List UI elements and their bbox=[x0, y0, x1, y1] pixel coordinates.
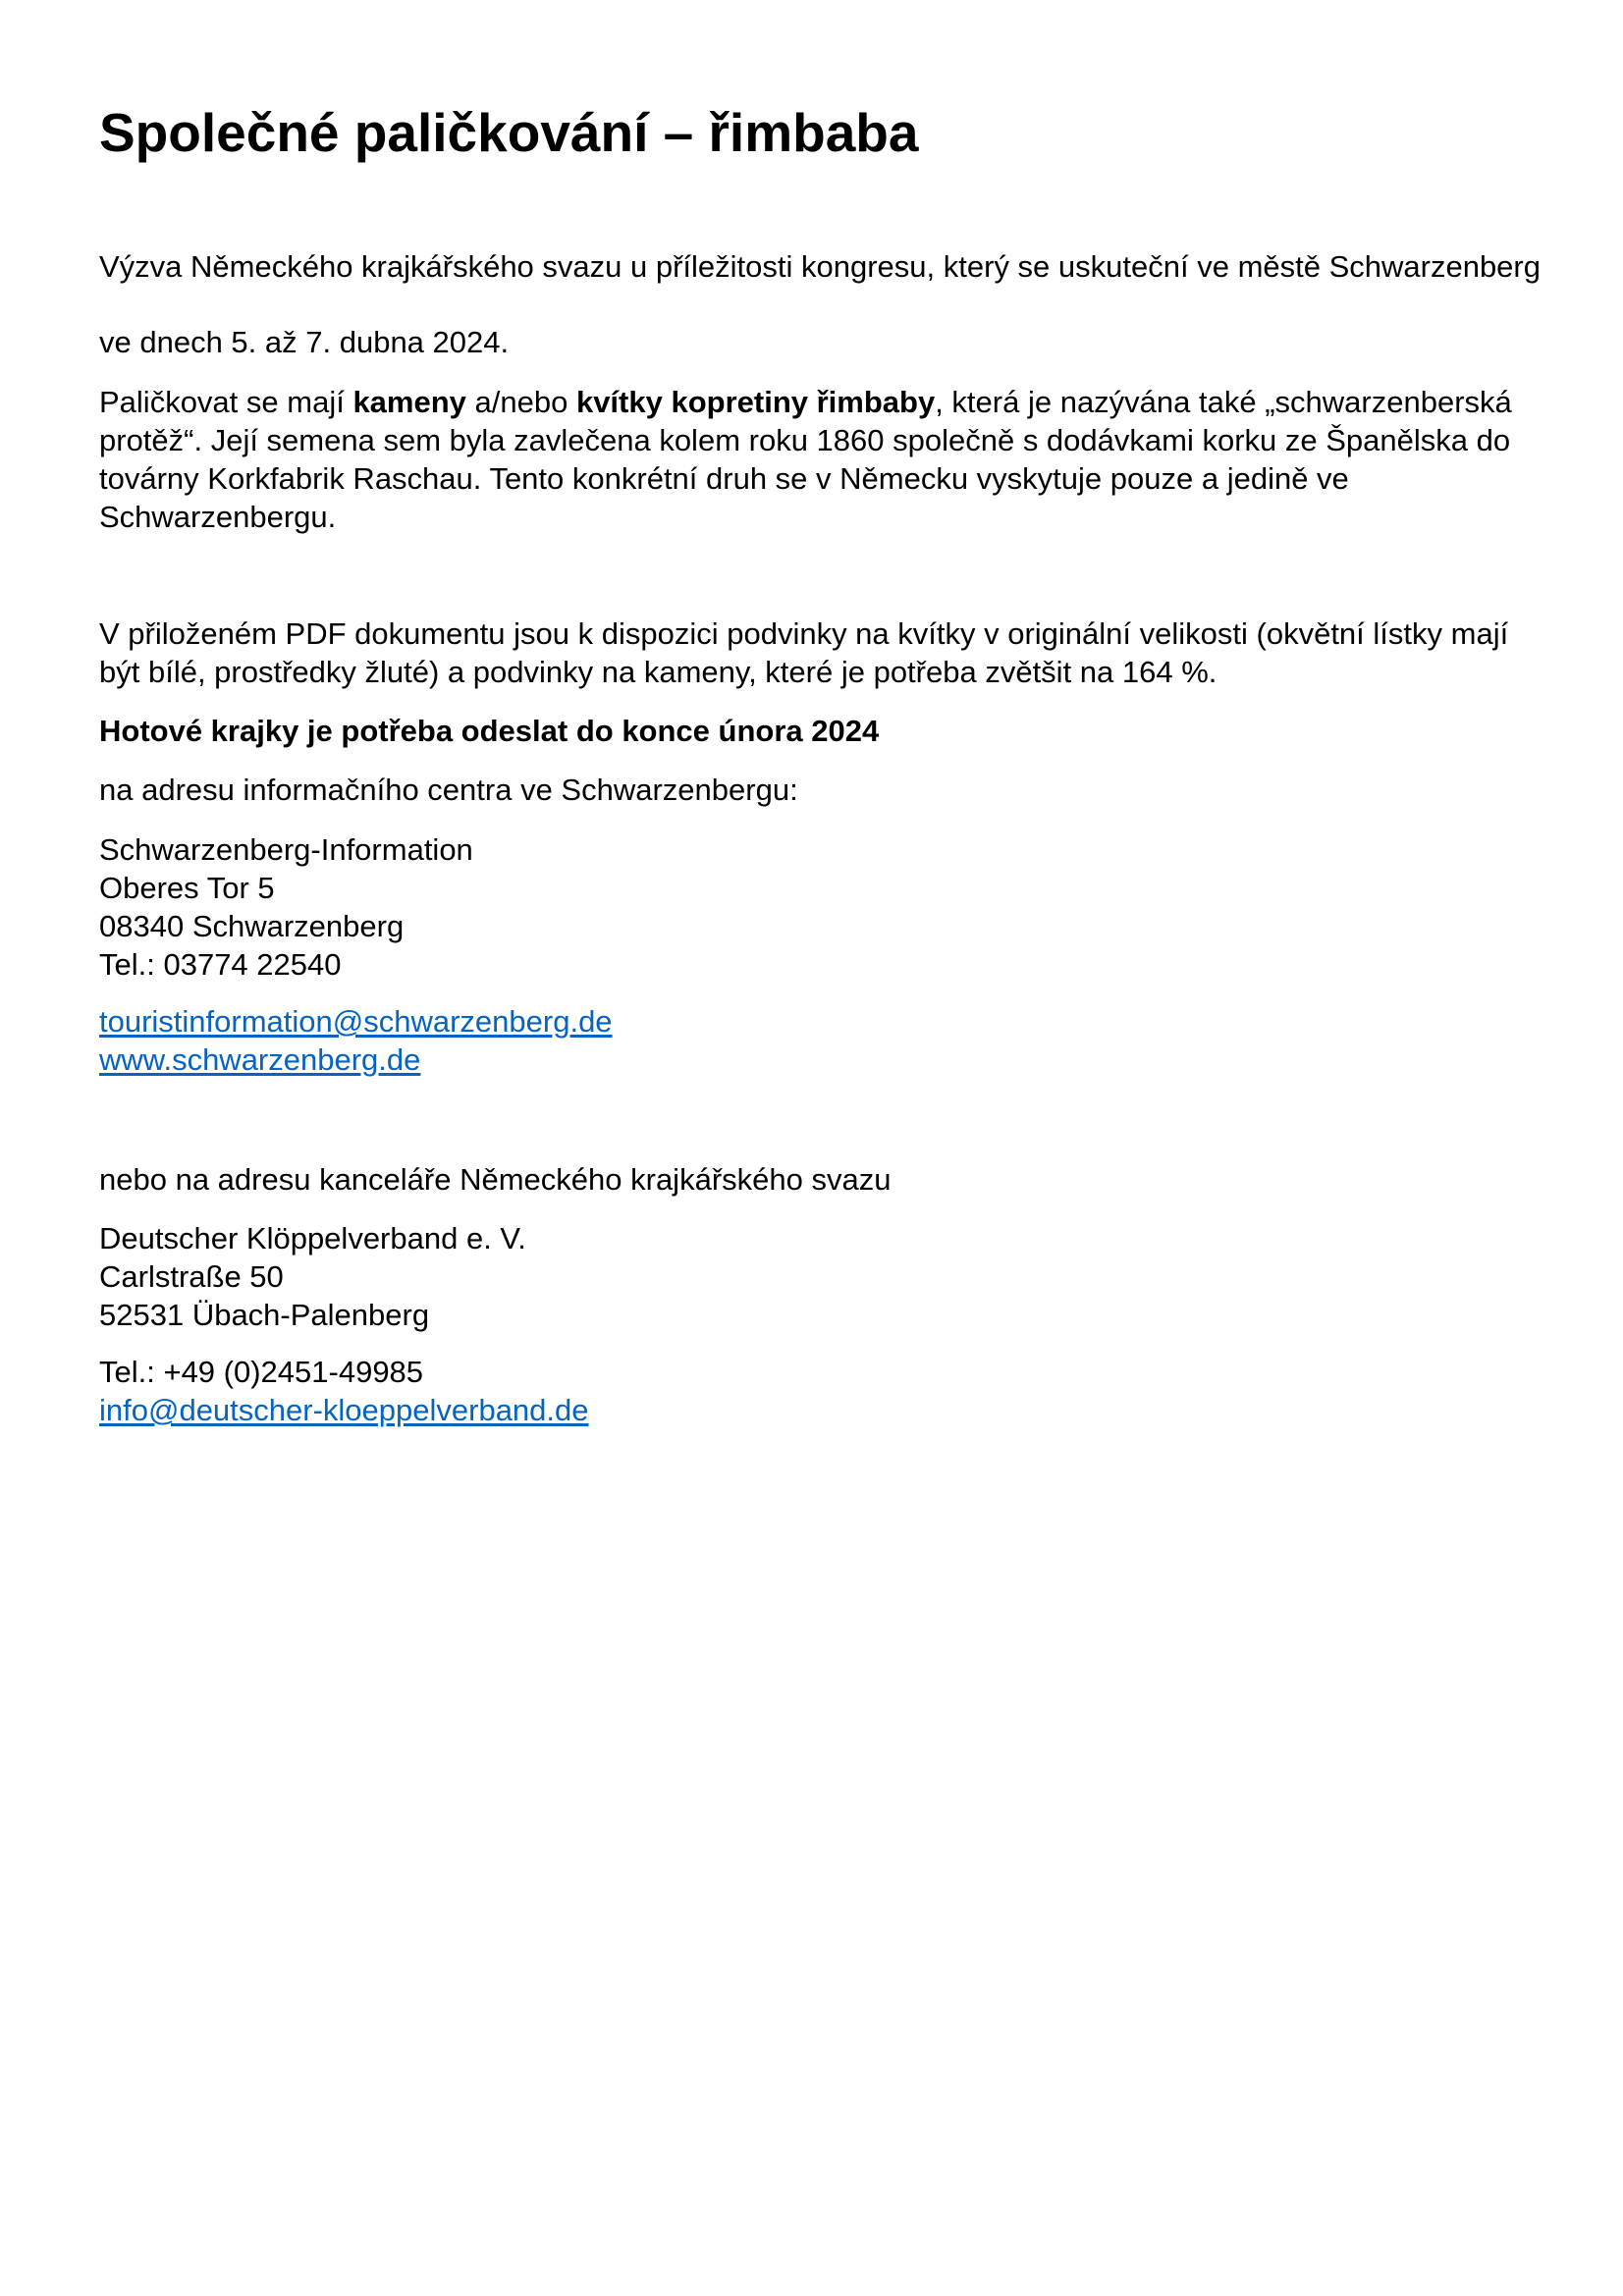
paragraph-text: a/nebo bbox=[465, 385, 576, 419]
association-phone: Tel.: +49 (0)2451-49985 bbox=[99, 1355, 424, 1389]
paragraph-text: , která je nazývána také „schwarzenberská protěž“. Její semena sem byla zavlečena kolem roku 1860 společně s dodávkami korku ze Španělska do továrny Korkfabrik Raschau. Tento konkrétní druh se v Německu vyskytuje pouze a jedině ve Schwarzenbergu. bbox=[99, 385, 1512, 534]
alternative-address-intro: nebo na adresu kanceláře Německého krajkářského svazu bbox=[99, 1162, 892, 1197]
info-center-phone: Tel.: 03774 22540 bbox=[99, 947, 342, 982]
info-center-name: Schwarzenberg-Information bbox=[99, 832, 473, 867]
intro-line-2: ve dnech 5. až 7. dubna 2024. bbox=[99, 325, 510, 359]
info-center-street: Oberes Tor 5 bbox=[99, 871, 275, 905]
info-center-address bbox=[99, 830, 1552, 984]
info-center-website-link[interactable]: www.schwarzenberg.de bbox=[99, 1042, 421, 1077]
paragraph-text: Paličkovat se mají bbox=[99, 385, 353, 419]
info-center-links bbox=[99, 1002, 1552, 1079]
association-contact bbox=[99, 1353, 1552, 1429]
info-center-city: 08340 Schwarzenberg bbox=[99, 909, 405, 943]
intro-line-1: Výzva Německého krajkářského svazu u příležitosti kongresu, který se uskuteční ve městě Schwarzenberg bbox=[99, 249, 1541, 284]
bold-term-stones: kameny bbox=[352, 385, 466, 419]
paragraph-pdf-patterns: V přiloženém PDF dokumentu jsou k dispozici podvinky na kvítky v originální velikosti (okvětní lístky mají být bílé, prostředky žluté) a podvinky na kameny, které je potřeba zvětšit na 164 %. bbox=[99, 616, 1509, 689]
association-address bbox=[99, 1219, 1552, 1334]
document-title: Společné paličkování – řimbaba bbox=[99, 102, 919, 163]
bold-term-daisy-flowers: kvítky kopretiny řimbaby bbox=[575, 385, 936, 419]
paragraph-embroidery-motifs bbox=[99, 383, 1552, 536]
deadline-text: Hotové krajky je potřeba odeslat do konce února 2024 bbox=[99, 714, 880, 748]
address-intro: na adresu informačního centra ve Schwarzenbergu: bbox=[99, 773, 798, 807]
association-city: 52531 Übach-Palenberg bbox=[99, 1298, 430, 1332]
association-email-link[interactable]: info@deutscher-kloeppelverband.de bbox=[99, 1393, 589, 1427]
info-center-email-link[interactable]: touristinformation@schwarzenberg.de bbox=[99, 1004, 613, 1039]
association-street: Carlstraße 50 bbox=[99, 1259, 284, 1294]
association-name: Deutscher Klöppelverband e. V. bbox=[99, 1221, 526, 1255]
